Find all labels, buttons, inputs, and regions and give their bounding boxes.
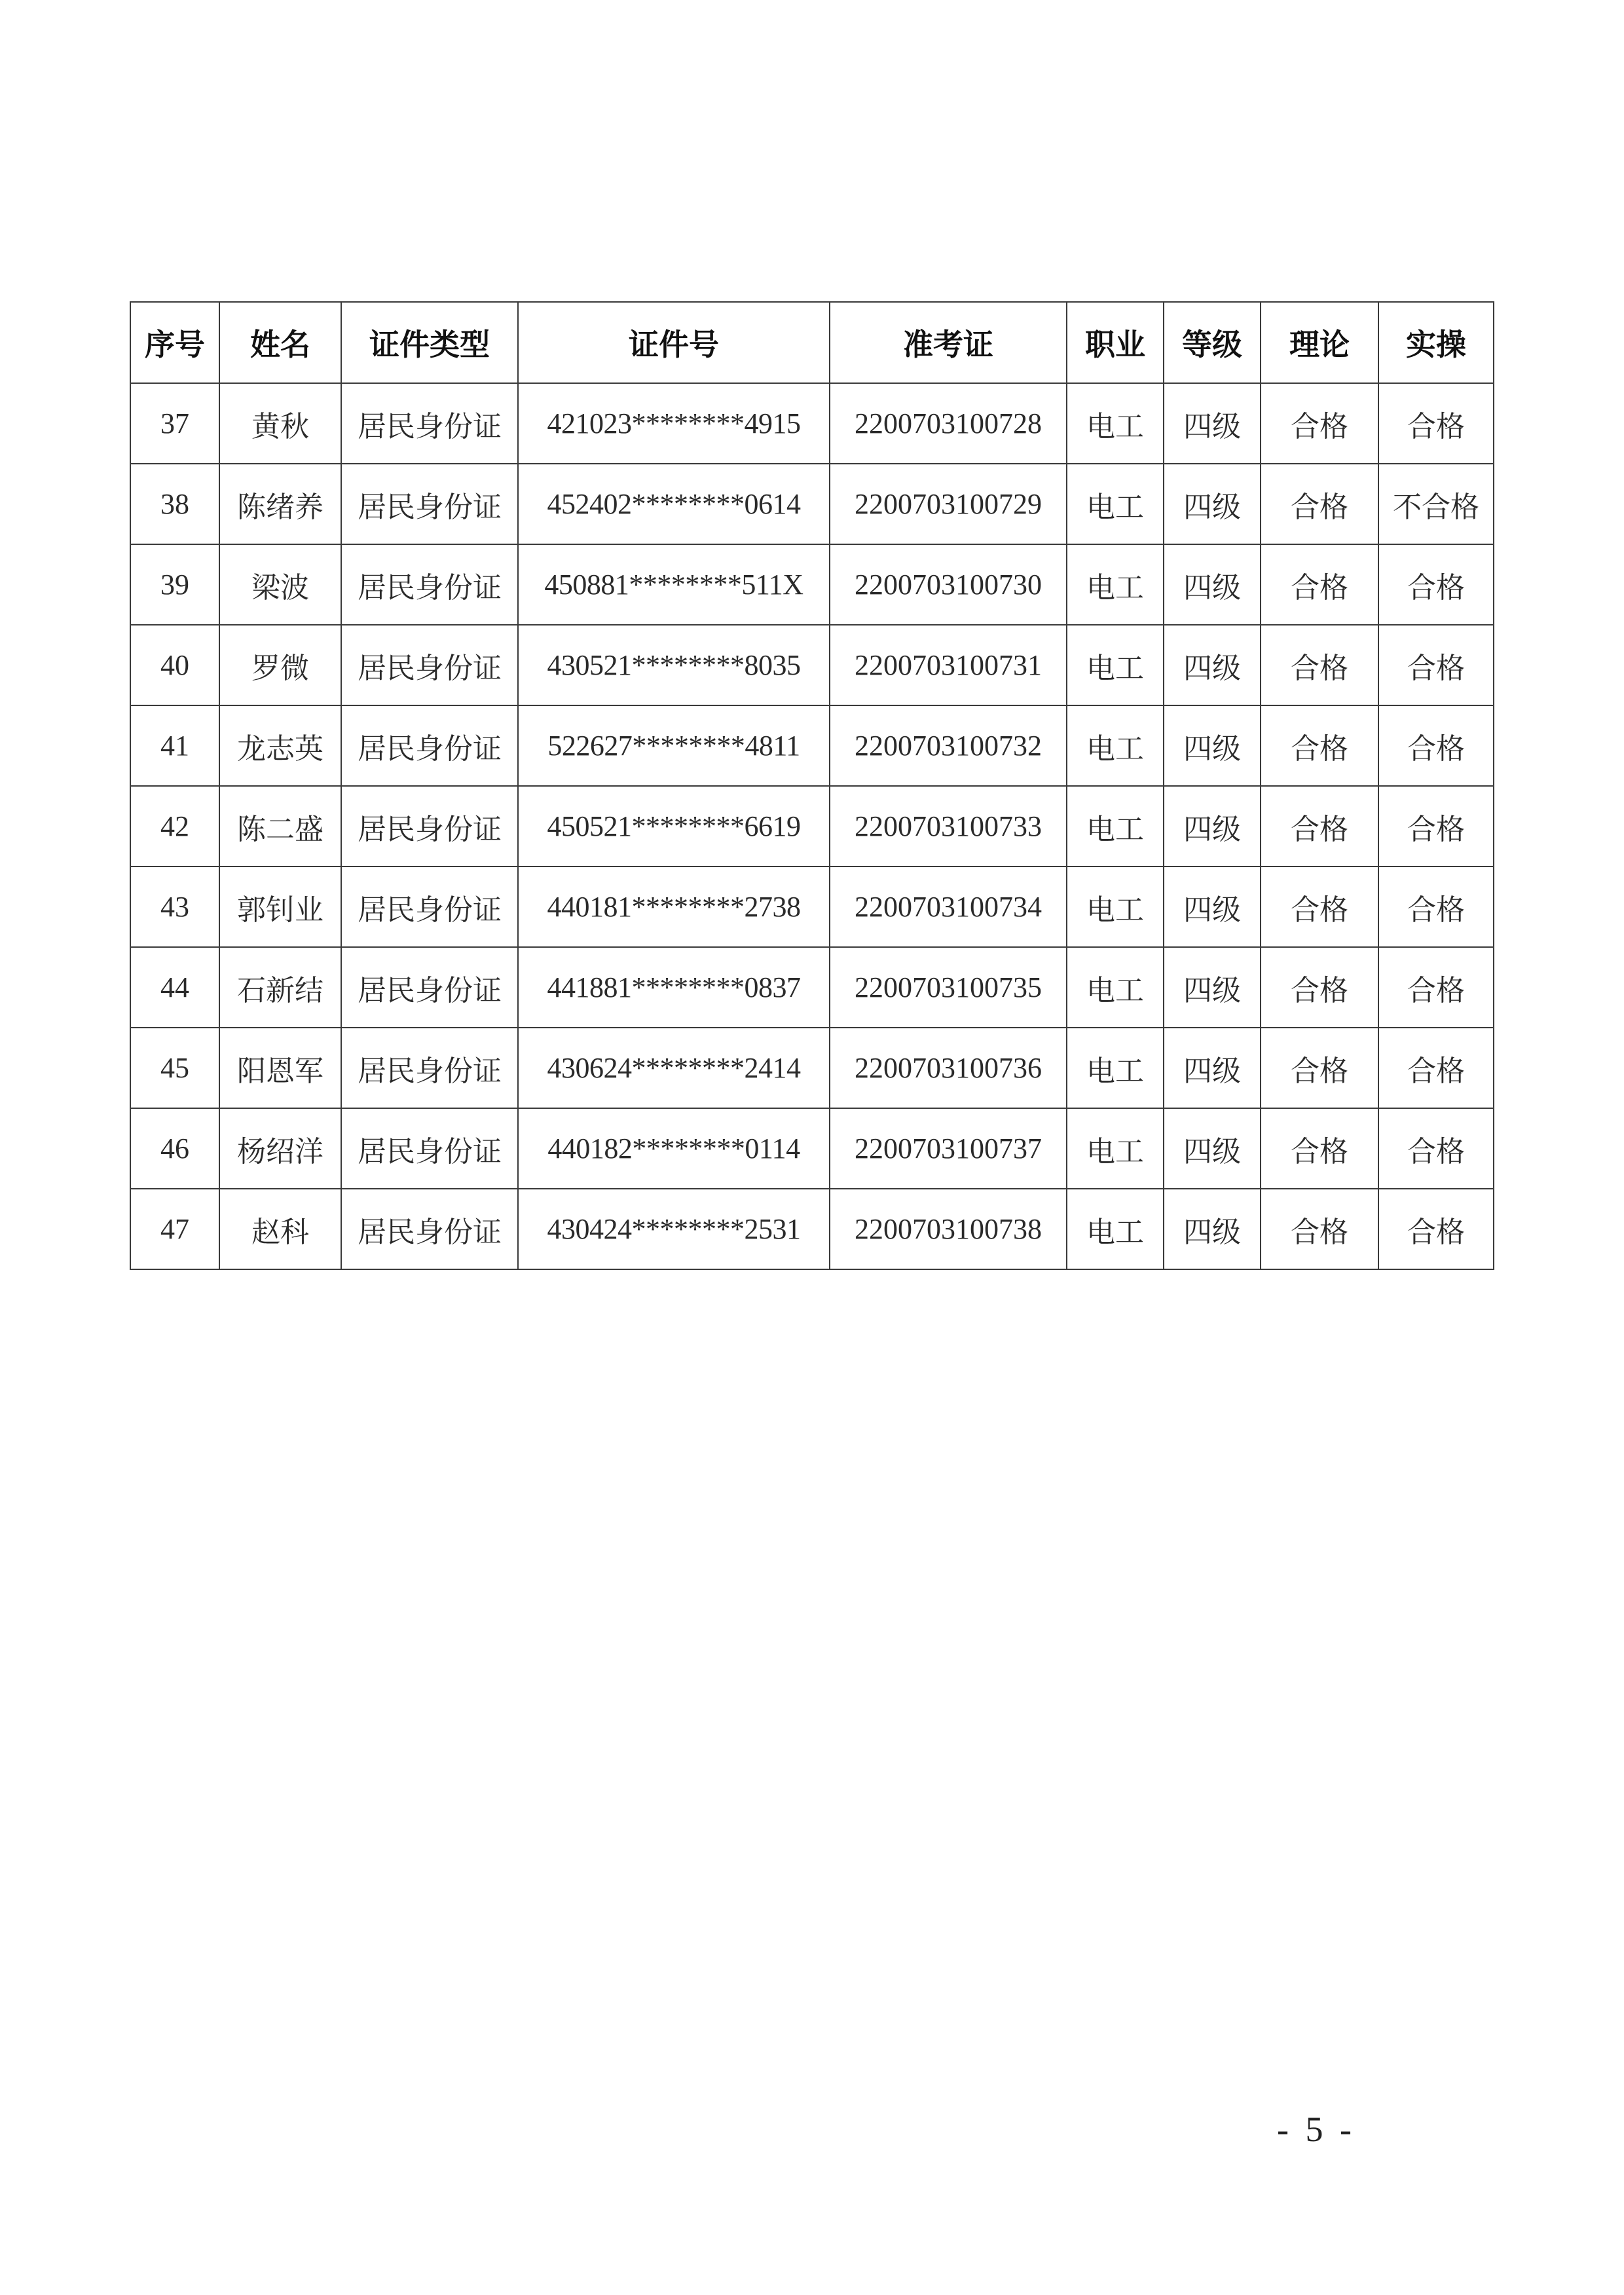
exam-results-table bbox=[130, 301, 1494, 1270]
header-name: 姓名 bbox=[219, 302, 341, 383]
cell-level: 四级 bbox=[1164, 1189, 1261, 1269]
cell-serial-number: 47 bbox=[130, 1189, 219, 1269]
cell-practical: 合格 bbox=[1378, 544, 1494, 625]
cell-level: 四级 bbox=[1164, 625, 1261, 705]
cell-level: 四级 bbox=[1164, 1028, 1261, 1108]
cell-id-number: 450521********6619 bbox=[518, 786, 830, 867]
cell-serial-number: 40 bbox=[130, 625, 219, 705]
table-row bbox=[130, 464, 1494, 544]
cell-theory: 合格 bbox=[1261, 1189, 1378, 1269]
cell-exam-ticket: 2200703100736 bbox=[830, 1028, 1067, 1108]
cell-theory: 合格 bbox=[1261, 383, 1378, 464]
cell-id-type: 居民身份证 bbox=[341, 383, 518, 464]
cell-serial-number: 41 bbox=[130, 705, 219, 786]
cell-name: 龙志英 bbox=[219, 705, 341, 786]
cell-id-number: 440181********2738 bbox=[518, 867, 830, 947]
cell-occupation: 电工 bbox=[1067, 625, 1164, 705]
cell-id-number: 430424********2531 bbox=[518, 1189, 830, 1269]
cell-occupation: 电工 bbox=[1067, 947, 1164, 1028]
cell-exam-ticket: 2200703100728 bbox=[830, 383, 1067, 464]
cell-theory: 合格 bbox=[1261, 947, 1378, 1028]
cell-level: 四级 bbox=[1164, 383, 1261, 464]
cell-exam-ticket: 2200703100738 bbox=[830, 1189, 1067, 1269]
page-number: - 5 - bbox=[1277, 2110, 1356, 2149]
table-row bbox=[130, 947, 1494, 1028]
table-row bbox=[130, 625, 1494, 705]
cell-name: 石新结 bbox=[219, 947, 341, 1028]
header-practical: 实操 bbox=[1378, 302, 1494, 383]
cell-id-type: 居民身份证 bbox=[341, 1189, 518, 1269]
table-row bbox=[130, 786, 1494, 867]
cell-exam-ticket: 2200703100732 bbox=[830, 705, 1067, 786]
cell-practical: 合格 bbox=[1378, 383, 1494, 464]
cell-level: 四级 bbox=[1164, 947, 1261, 1028]
cell-name: 杨绍洋 bbox=[219, 1108, 341, 1189]
cell-id-number: 522627********4811 bbox=[518, 705, 830, 786]
header-id-type: 证件类型 bbox=[341, 302, 518, 383]
cell-name: 梁波 bbox=[219, 544, 341, 625]
cell-level: 四级 bbox=[1164, 1108, 1261, 1189]
cell-serial-number: 46 bbox=[130, 1108, 219, 1189]
cell-occupation: 电工 bbox=[1067, 383, 1164, 464]
cell-practical: 合格 bbox=[1378, 625, 1494, 705]
cell-id-type: 居民身份证 bbox=[341, 1028, 518, 1108]
cell-level: 四级 bbox=[1164, 867, 1261, 947]
table-row bbox=[130, 383, 1494, 464]
cell-practical: 合格 bbox=[1378, 867, 1494, 947]
header-serial-number: 序号 bbox=[130, 302, 219, 383]
cell-level: 四级 bbox=[1164, 705, 1261, 786]
cell-occupation: 电工 bbox=[1067, 544, 1164, 625]
cell-level: 四级 bbox=[1164, 544, 1261, 625]
cell-theory: 合格 bbox=[1261, 1108, 1378, 1189]
cell-exam-ticket: 2200703100729 bbox=[830, 464, 1067, 544]
cell-id-type: 居民身份证 bbox=[341, 786, 518, 867]
cell-id-number: 440182********0114 bbox=[518, 1108, 830, 1189]
cell-practical: 合格 bbox=[1378, 786, 1494, 867]
cell-id-number: 430624********2414 bbox=[518, 1028, 830, 1108]
table-row bbox=[130, 1189, 1494, 1269]
cell-id-number: 430521********8035 bbox=[518, 625, 830, 705]
header-occupation: 职业 bbox=[1067, 302, 1164, 383]
cell-name: 赵科 bbox=[219, 1189, 341, 1269]
header-level: 等级 bbox=[1164, 302, 1261, 383]
cell-serial-number: 37 bbox=[130, 383, 219, 464]
cell-id-type: 居民身份证 bbox=[341, 544, 518, 625]
cell-serial-number: 43 bbox=[130, 867, 219, 947]
table-row bbox=[130, 544, 1494, 625]
cell-name: 郭钊业 bbox=[219, 867, 341, 947]
table-row bbox=[130, 1028, 1494, 1108]
cell-occupation: 电工 bbox=[1067, 1028, 1164, 1108]
cell-theory: 合格 bbox=[1261, 705, 1378, 786]
cell-name: 陈绪养 bbox=[219, 464, 341, 544]
cell-id-number: 450881********511X bbox=[518, 544, 830, 625]
cell-name: 黄秋 bbox=[219, 383, 341, 464]
cell-exam-ticket: 2200703100734 bbox=[830, 867, 1067, 947]
cell-exam-ticket: 2200703100730 bbox=[830, 544, 1067, 625]
cell-exam-ticket: 2200703100731 bbox=[830, 625, 1067, 705]
cell-id-type: 居民身份证 bbox=[341, 1108, 518, 1189]
cell-level: 四级 bbox=[1164, 464, 1261, 544]
cell-theory: 合格 bbox=[1261, 544, 1378, 625]
cell-occupation: 电工 bbox=[1067, 705, 1164, 786]
cell-id-number: 452402********0614 bbox=[518, 464, 830, 544]
cell-name: 阳恩军 bbox=[219, 1028, 341, 1108]
cell-id-type: 居民身份证 bbox=[341, 464, 518, 544]
cell-occupation: 电工 bbox=[1067, 786, 1164, 867]
cell-id-number: 441881********0837 bbox=[518, 947, 830, 1028]
cell-id-number: 421023********4915 bbox=[518, 383, 830, 464]
cell-name: 罗微 bbox=[219, 625, 341, 705]
cell-exam-ticket: 2200703100733 bbox=[830, 786, 1067, 867]
cell-id-type: 居民身份证 bbox=[341, 705, 518, 786]
header-theory: 理论 bbox=[1261, 302, 1378, 383]
cell-theory: 合格 bbox=[1261, 464, 1378, 544]
cell-practical: 合格 bbox=[1378, 705, 1494, 786]
cell-occupation: 电工 bbox=[1067, 1189, 1164, 1269]
cell-practical: 合格 bbox=[1378, 1028, 1494, 1108]
cell-occupation: 电工 bbox=[1067, 1108, 1164, 1189]
cell-practical: 合格 bbox=[1378, 947, 1494, 1028]
cell-id-type: 居民身份证 bbox=[341, 947, 518, 1028]
cell-theory: 合格 bbox=[1261, 1028, 1378, 1108]
cell-serial-number: 45 bbox=[130, 1028, 219, 1108]
cell-occupation: 电工 bbox=[1067, 867, 1164, 947]
cell-exam-ticket: 2200703100737 bbox=[830, 1108, 1067, 1189]
header-exam-ticket: 准考证 bbox=[830, 302, 1067, 383]
cell-id-type: 居民身份证 bbox=[341, 867, 518, 947]
cell-exam-ticket: 2200703100735 bbox=[830, 947, 1067, 1028]
cell-serial-number: 44 bbox=[130, 947, 219, 1028]
cell-practical: 合格 bbox=[1378, 1189, 1494, 1269]
cell-name: 陈二盛 bbox=[219, 786, 341, 867]
cell-serial-number: 39 bbox=[130, 544, 219, 625]
cell-id-type: 居民身份证 bbox=[341, 625, 518, 705]
cell-occupation: 电工 bbox=[1067, 464, 1164, 544]
cell-level: 四级 bbox=[1164, 786, 1261, 867]
cell-theory: 合格 bbox=[1261, 867, 1378, 947]
table-row bbox=[130, 867, 1494, 947]
cell-serial-number: 38 bbox=[130, 464, 219, 544]
cell-practical: 合格 bbox=[1378, 1108, 1494, 1189]
table-row bbox=[130, 705, 1494, 786]
table-header-row bbox=[130, 302, 1494, 383]
table-row bbox=[130, 1108, 1494, 1189]
cell-practical: 不合格 bbox=[1378, 464, 1494, 544]
cell-theory: 合格 bbox=[1261, 786, 1378, 867]
cell-serial-number: 42 bbox=[130, 786, 219, 867]
cell-theory: 合格 bbox=[1261, 625, 1378, 705]
header-id-number: 证件号 bbox=[518, 302, 830, 383]
